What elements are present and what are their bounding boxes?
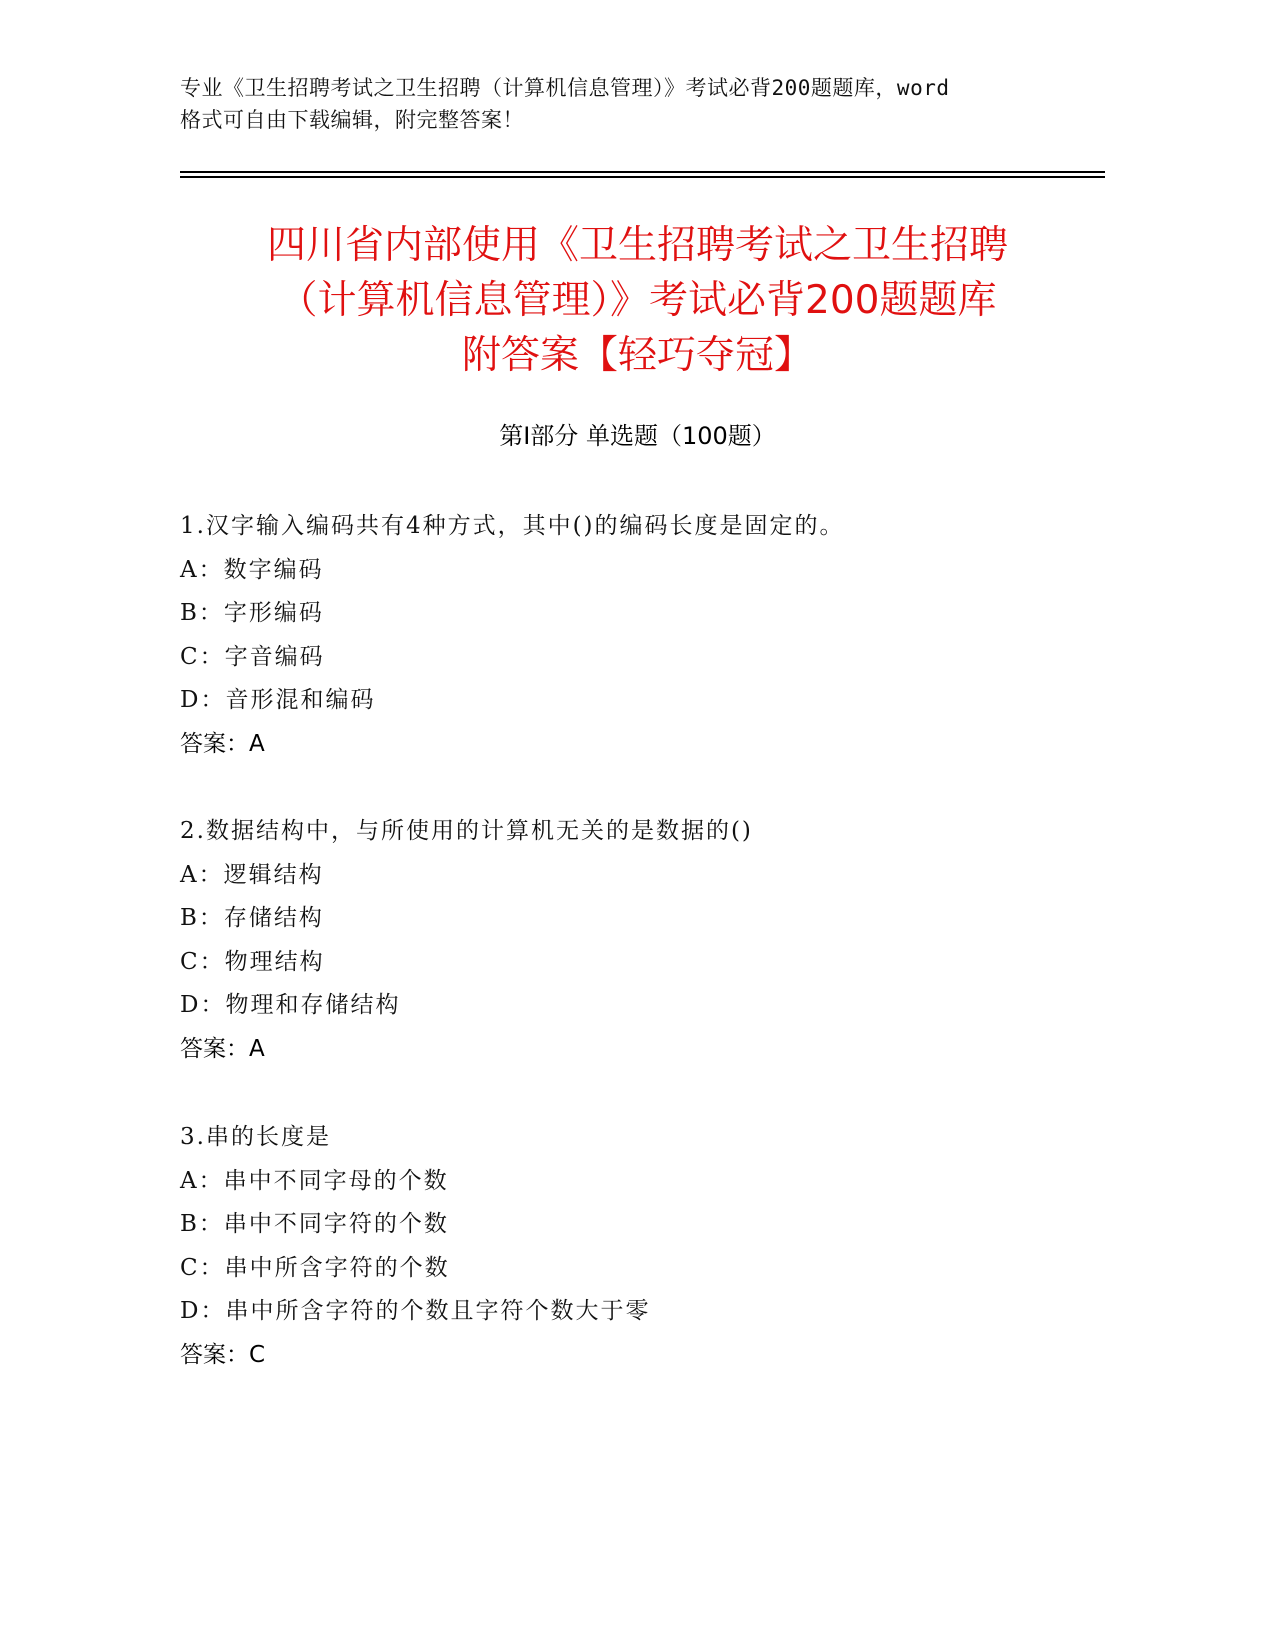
option-a: A：数字编码 (180, 556, 324, 583)
question-stem: 1.汉字输入编码共有4种方式，其中()的编码长度是固定的。 (180, 513, 845, 539)
header-note (180, 72, 1080, 136)
question-stem: 2.数据结构中，与所使用的计算机无关的是数据的() (180, 818, 753, 844)
header-divider-bottom (180, 176, 1105, 178)
header-note-line-1: 专业《卫生招聘考试之卫生招聘（计算机信息管理）》考试必背200题题库，word (180, 76, 950, 100)
question-2 (180, 810, 1100, 1071)
option-d: D：音形混和编码 (180, 687, 376, 713)
answer: 答案：A (180, 730, 265, 757)
option-b: B：存储结构 (180, 905, 324, 931)
question-stem: 3.串的长度是 (180, 1124, 331, 1150)
header-note-line-2: 格式可自由下载编辑，附完整答案！ (180, 108, 524, 132)
option-c: C：物理结构 (180, 948, 325, 975)
option-c: C：串中所含字符的个数 (180, 1254, 450, 1281)
option-b: B：串中不同字符的个数 (180, 1211, 449, 1237)
option-d: D：串中所含字符的个数且字符个数大于零 (180, 1298, 651, 1324)
document-title-line-3: 附答案【轻巧夺冠】 (461, 333, 813, 378)
question-1 (180, 505, 1100, 766)
answer: 答案：C (180, 1341, 266, 1368)
option-b: B：字形编码 (180, 600, 324, 626)
option-a: A：串中不同字母的个数 (180, 1167, 449, 1194)
option-d: D：物理和存储结构 (180, 992, 401, 1018)
option-c: C：字音编码 (180, 643, 325, 670)
section-heading: 第Ⅰ部分 单选题（100题） (499, 422, 776, 450)
document-title-line-1: 四川省内部使用《卫生招聘考试之卫生招聘 (266, 223, 1008, 268)
header-divider-top (180, 171, 1105, 173)
document-title-line-2: （计算机信息管理）》考试必背200题题库 (278, 278, 997, 323)
question-3 (180, 1116, 1100, 1377)
document-title (150, 218, 1125, 383)
answer: 答案：A (180, 1035, 265, 1062)
option-a: A：逻辑结构 (180, 861, 324, 888)
